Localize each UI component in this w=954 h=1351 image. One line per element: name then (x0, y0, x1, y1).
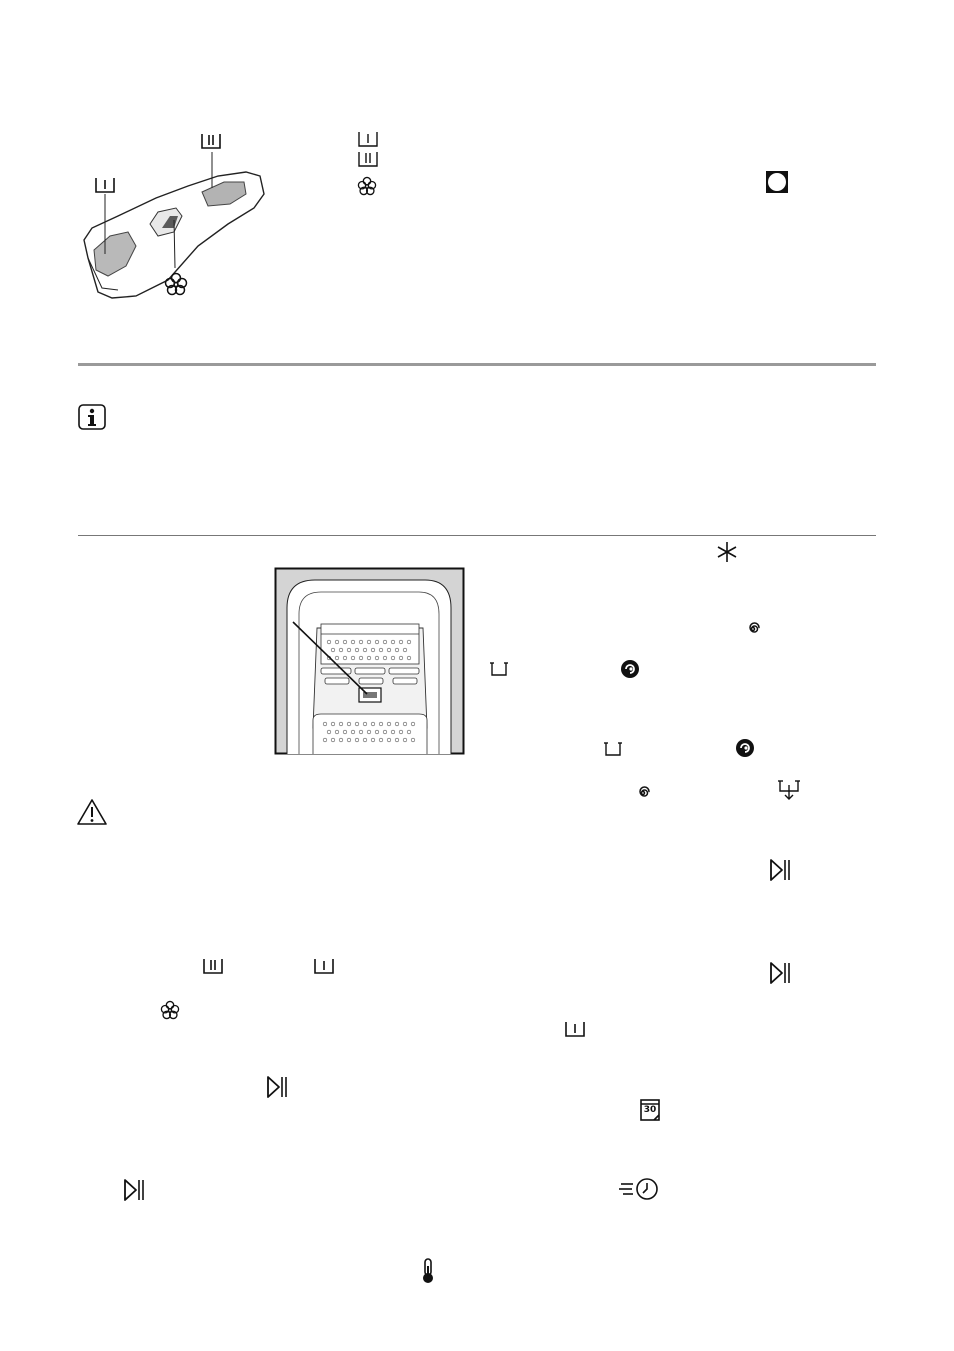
time-save-30-label: 30 (643, 1105, 657, 1115)
start-pause-icon (769, 858, 791, 882)
spin-icon (634, 784, 652, 802)
prewash-tub-icon (490, 661, 508, 677)
prewash-compartment-icon (564, 1020, 586, 1038)
softener-compartment-icon (165, 272, 187, 296)
main-wash-compartment-icon (202, 957, 224, 975)
legend-softener-icon (358, 176, 376, 196)
temperature-icon (421, 1258, 435, 1284)
legend-prewash-icon (357, 130, 379, 148)
legend-main-wash-icon (357, 150, 379, 168)
drain-icon (778, 779, 800, 801)
circle-indicator-icon (766, 171, 788, 193)
time-save-30-icon (640, 1098, 662, 1122)
drum-figure (275, 568, 464, 754)
prewash-compartment-icon (94, 176, 116, 194)
prewash-tub-icon (604, 741, 622, 757)
eco-icon (735, 738, 755, 758)
quick-wash-icon (619, 1177, 661, 1201)
warning-icon (76, 798, 108, 826)
eco-icon (620, 659, 640, 679)
start-pause-icon (266, 1075, 288, 1099)
section-divider (78, 535, 876, 536)
section-divider (78, 363, 876, 366)
start-pause-icon (123, 1178, 145, 1202)
spin-icon (744, 620, 762, 638)
main-wash-compartment-icon (200, 132, 222, 150)
start-pause-icon (769, 961, 791, 985)
stain-star-icon (716, 541, 738, 563)
info-icon (78, 404, 106, 430)
softener-compartment-icon (161, 1000, 179, 1020)
prewash-compartment-icon (313, 957, 335, 975)
